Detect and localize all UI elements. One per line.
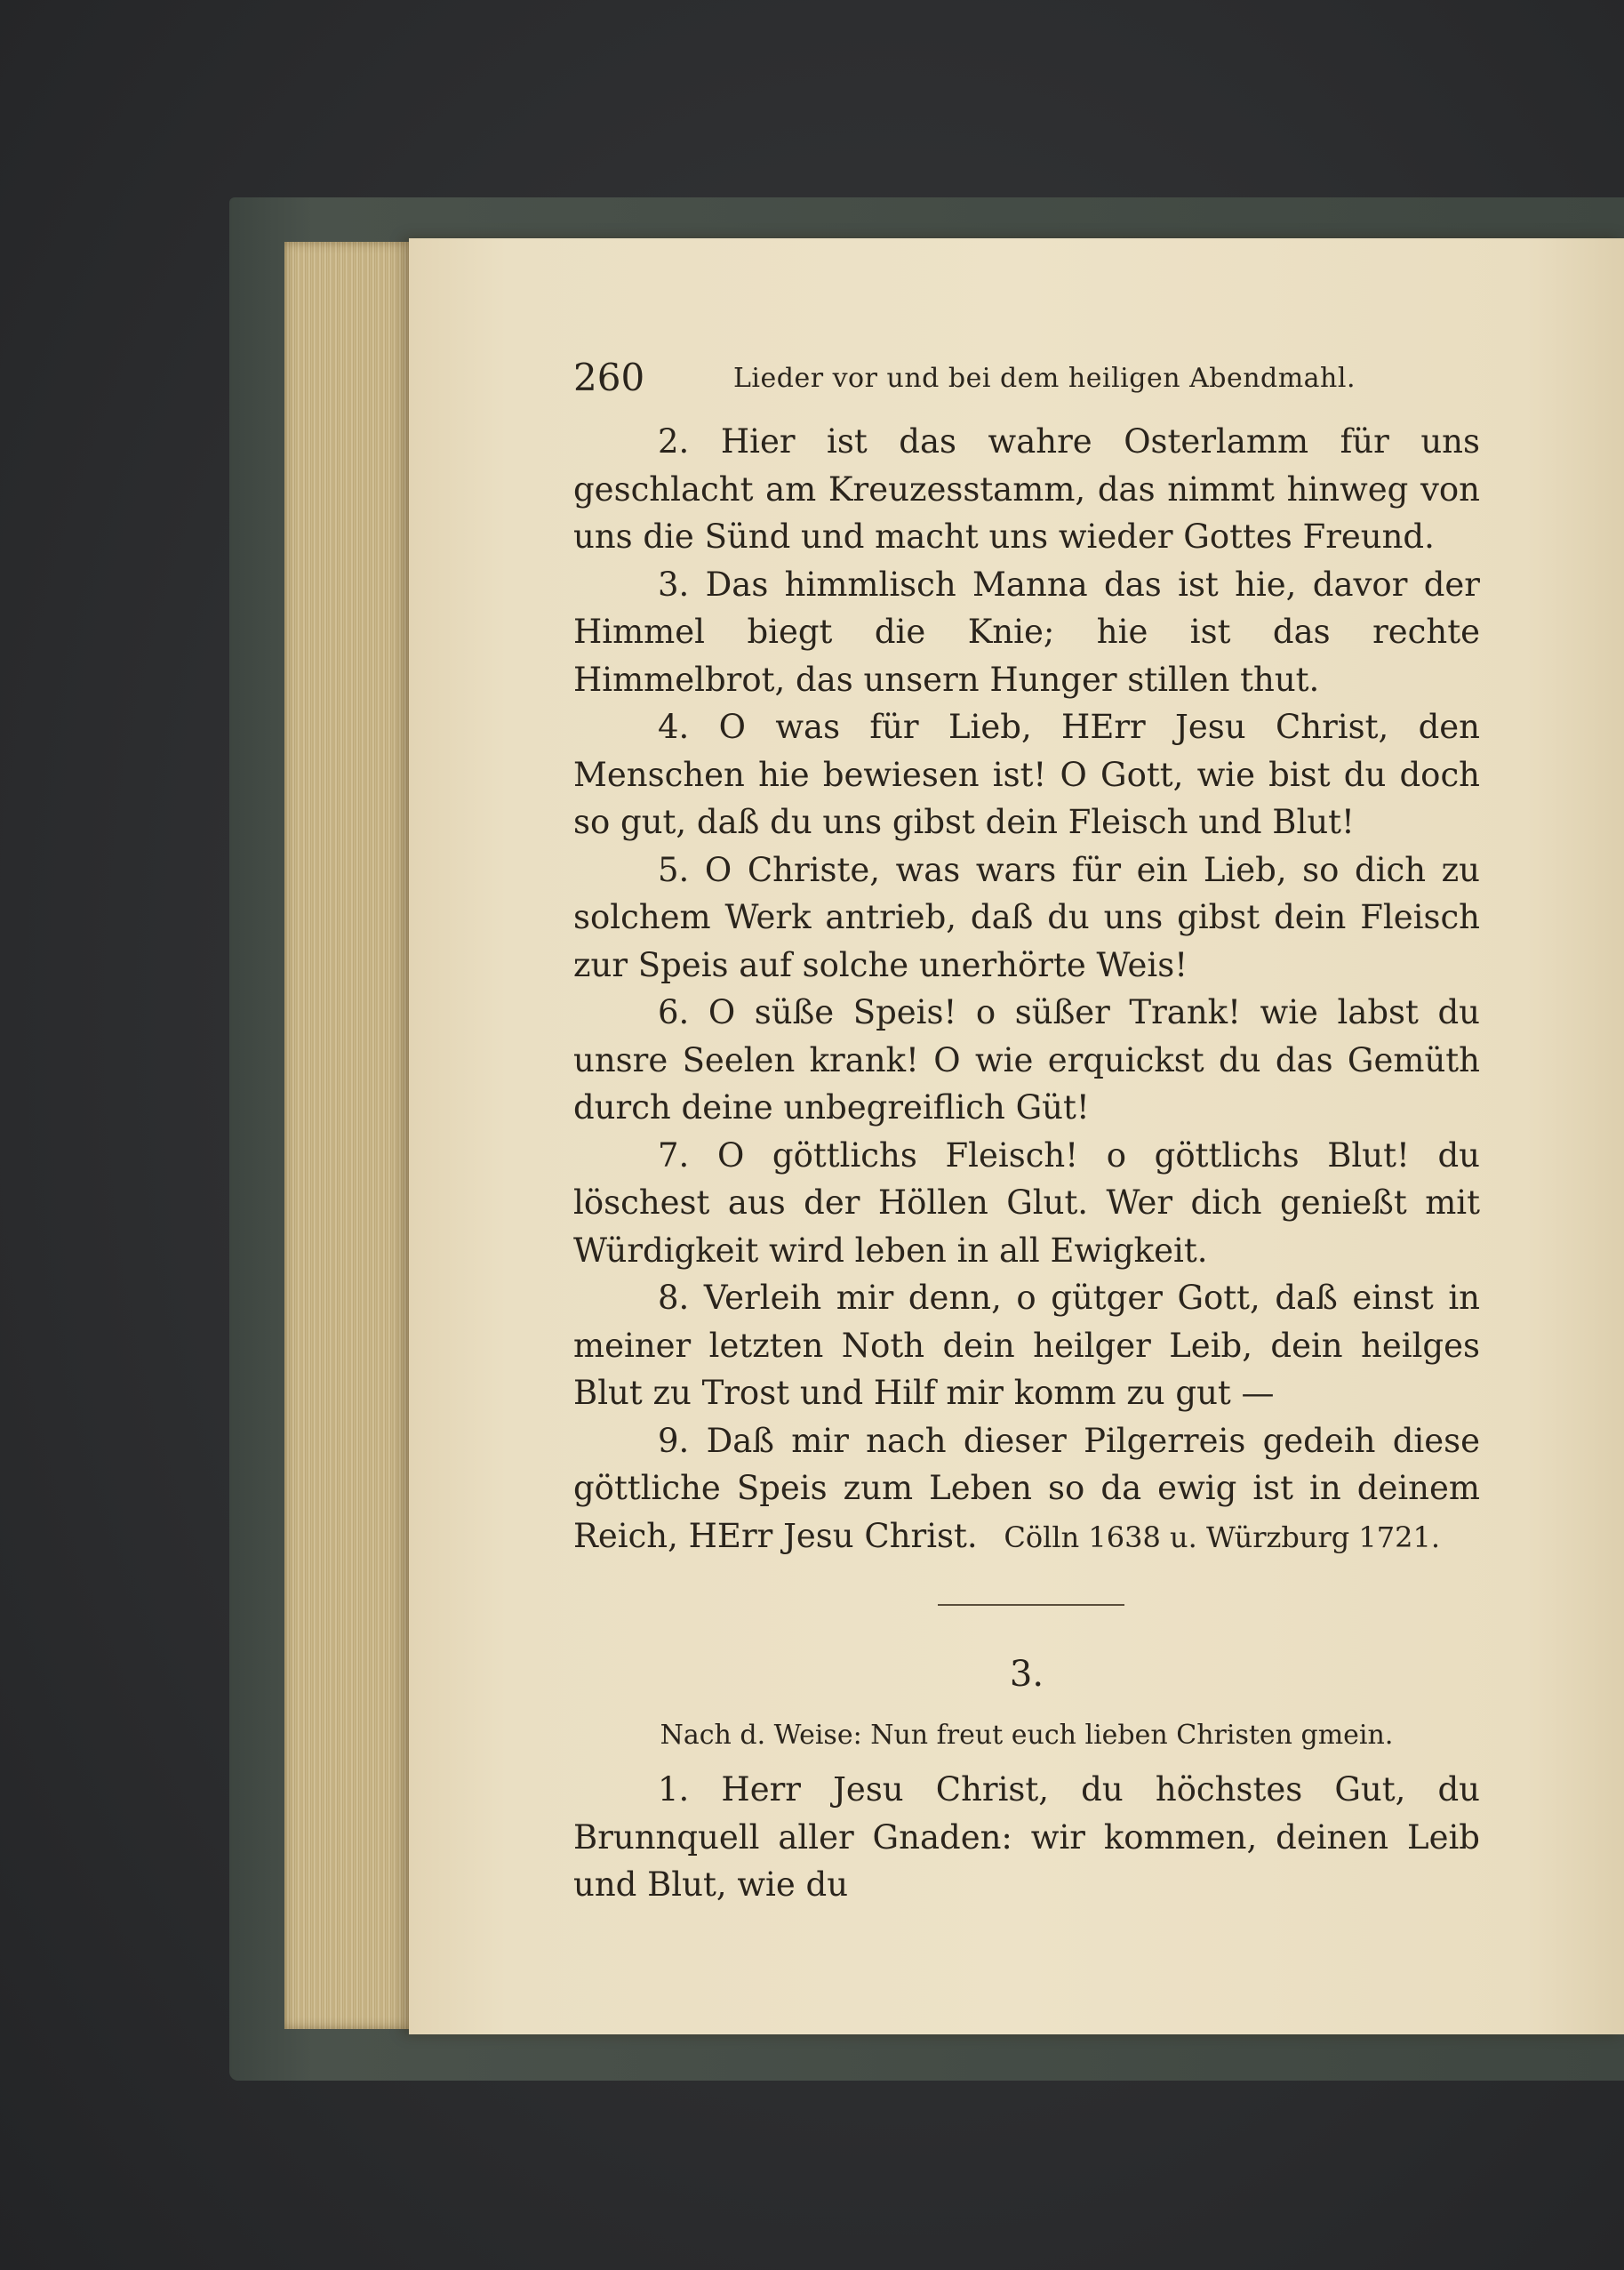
hymn-3-stanza-1: 1. Herr Jesu Christ, du höchstes Gut, du Brunnquell aller Gnaden: wir kommen, deinen Leib und Blut, wie du: [573, 1770, 1480, 1904]
stanza-2: 2. Hier ist das wahre Osterlamm für uns geschlacht am Kreuzesstamm, das nimmt hinweg von uns die Sünd und macht uns wieder Gottes Freund.: [573, 422, 1480, 556]
page-number: 260: [573, 356, 645, 399]
hymn-number: 3.: [1009, 1654, 1044, 1695]
page-edges: [284, 242, 418, 2029]
melody-note: Nach d. Weise: Nun freut euch lieben Christen gmein.: [660, 1720, 1394, 1751]
section-divider: [938, 1604, 1124, 1606]
stanza-6: 6. O süße Speis! o süßer Trank! wie labst du unsre Seelen krank! O wie erquickst du das Gemüth durch deine unbegreiflich Güt!: [573, 993, 1480, 1127]
stanza-4: 4. O was für Lieb, HErr Jesu Christ, den Menschen hie bewiesen ist! O Gott, wie bist du doch so gut, daß du uns gibst dein Fleisch und Blut!: [573, 708, 1480, 841]
page-text: [573, 338, 1480, 1909]
stanza-3: 3. Das himmlisch Manna das ist hie, davor der Himmel biegt die Knie; hie ist das rechte Himmelbrot, das unsern Hunger stillen thut.: [573, 565, 1480, 699]
stanza-8: 8. Verleih mir denn, o gütger Gott, daß einst in meiner letzten Noth dein heilger Leib, dein heilges Blut zu Trost und Hilf mir komm zu gut —: [573, 1279, 1480, 1412]
stanza-9-block: [573, 1417, 1480, 1560]
source-attribution: Cölln 1638 u. Würzburg 1721.: [1004, 1520, 1440, 1554]
running-title: Lieder vor und bei dem heiligen Abendmahl.: [733, 363, 1356, 394]
stanza-5: 5. O Christe, was wars für ein Lieb, so dich zu solchem Werk antrieb, daß du uns gibst dein Fleisch zur Speis auf solche unerhörte Weis!: [573, 850, 1480, 984]
stanza-9: 9. Daß mir nach dieser Pilgerreis gedeih diese göttliche Speis zum Leben so da ewig ist in deinem Reich, HErr Jesu Christ.: [573, 1421, 1480, 1555]
stanza-7: 7. O göttlichs Fleisch! o göttlichs Blut! du löschest aus der Höllen Glut. Wer dich genießt mit Würdigkeit wird leben in all Ewigkeit.: [573, 1135, 1480, 1270]
running-head: [573, 338, 1480, 418]
